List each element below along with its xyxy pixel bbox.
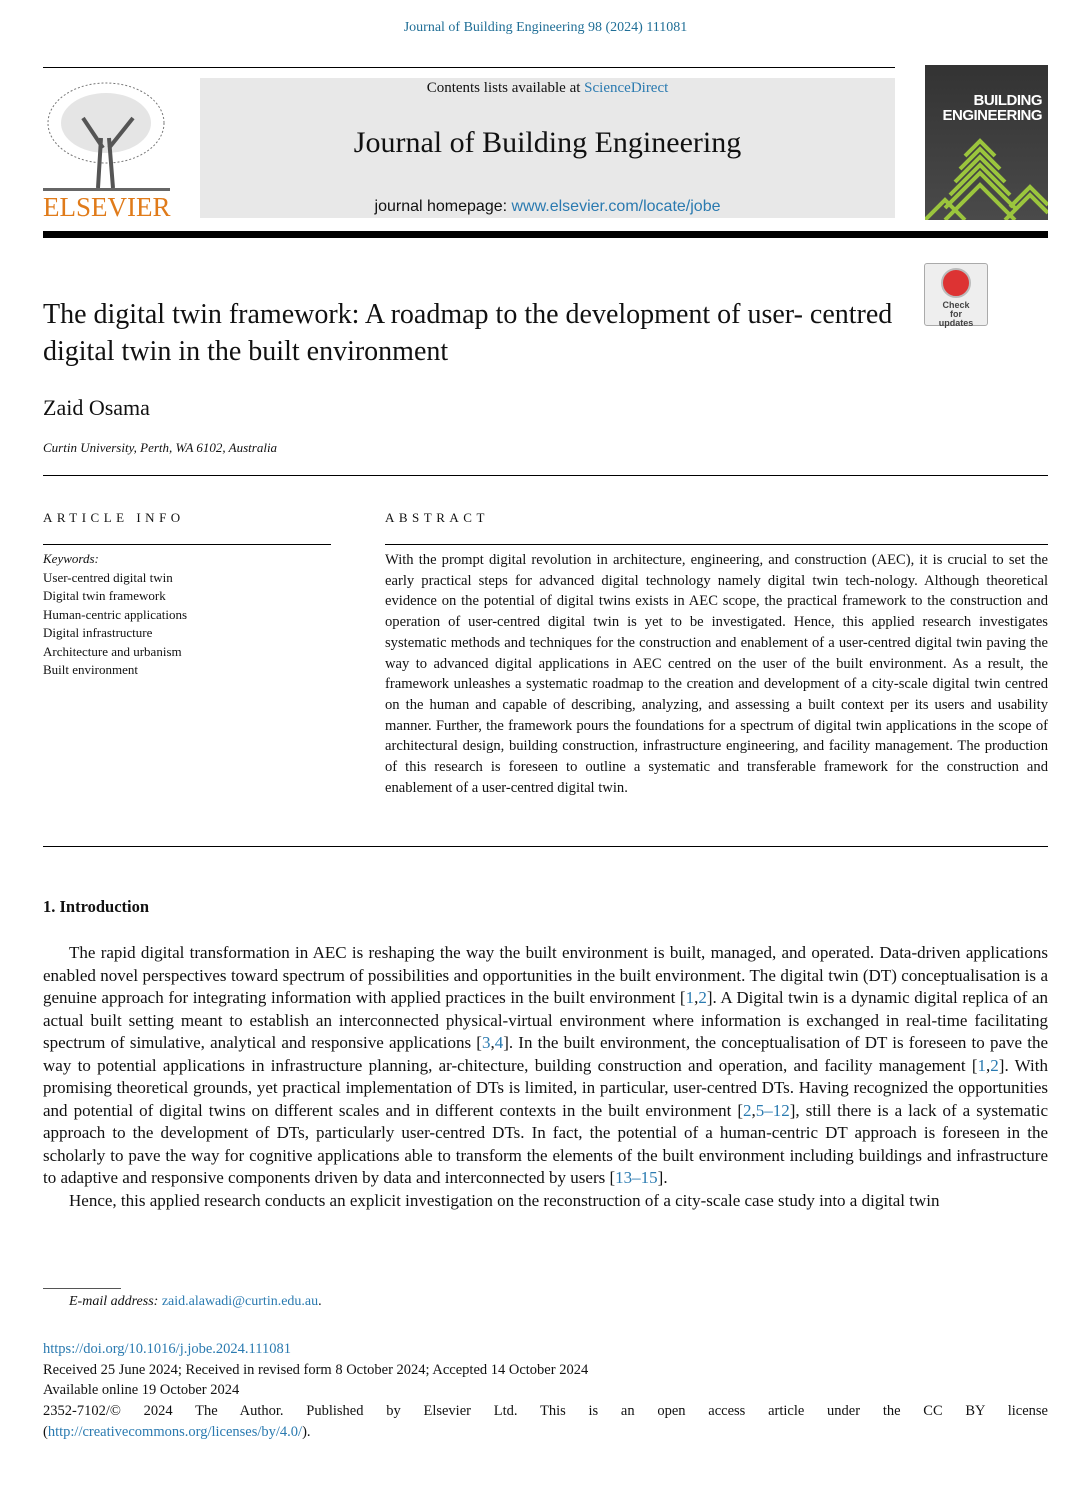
- cover-title-line: ENGINEERING: [942, 107, 1042, 124]
- section-heading: 1. Introduction: [43, 897, 150, 916]
- citation-link[interactable]: 4: [494, 1033, 504, 1052]
- cover-title: [942, 93, 1042, 123]
- intro-text: ,: [490, 1033, 495, 1052]
- article-metadata: [43, 1339, 1048, 1443]
- homepage-label: journal homepage:: [374, 198, 512, 215]
- article-info-heading: ARTICLE INFO: [43, 510, 185, 525]
- doi-link[interactable]: https://doi.org/10.1016/j.jobe.2024.111081: [43, 1341, 291, 1357]
- keyword: Human-centric applications: [43, 606, 188, 622]
- keyword: Architecture and urbanism: [43, 643, 182, 659]
- contents-label: Contents lists available at: [426, 80, 585, 96]
- masthead: [200, 78, 895, 218]
- intro-paragraph: [43, 942, 1048, 1190]
- intro-text: ]. With promising theoretical grounds, yet practical implementation of DTs is limited, in particular, user-centred DTs. Having recognized the opportunities and potential of digital twins on different scales and in different contexts in the built environment [: [43, 1055, 1048, 1120]
- keyword: User-centred digital twin: [43, 569, 173, 585]
- intro-text: ]. In the built environment, the conceptualisation of DT is foreseen to pave the way to potential applications in infrastructure planning, ar-chitecture, building construction and operation, and facility management [: [43, 1033, 1049, 1075]
- citation-link[interactable]: 2: [698, 988, 707, 1007]
- keyword: Digital twin framework: [43, 588, 166, 603]
- affiliation: Curtin University, Perth, WA 6102, Australia: [43, 440, 278, 455]
- abstract-text: With the prompt digital revolution in architecture, engineering, and construction (AEC), it is crucial to set the early practical steps for advanced digital technology namely digital twin tech-nology. Although theoretical evidence on the potential of digital twins exists in AEC scope, the practical framework to the construction and operation of user-centred digital twin is yet to be investigated. Hence, this applied research investigates systematic methods and techniques for the construction and enablement of a user-centred digital twin paving the way to advanced digital applications in AEC centred on the user of the built environment. As a result, the framework unleashes a systematic roadmap to the creation and development of a city-scale digital twin centred on the human and capable of describing, analyzing, and assessing a built context per its users and usability manner. Further, the framework pours the foundations for a spectrum of digital twin applications in the scope of architectural design, building construction, infrastructure engineering, and facility management. The production of this research is foreseen to outline a systematic and transferable framework for the construction and enablement of a user-centred digital twin.: [385, 552, 1048, 796]
- keyword: Digital infrastructure: [43, 625, 153, 640]
- email-link[interactable]: zaid.alawadi@curtin.edu.au: [161, 1294, 319, 1309]
- received-dates: Received 25 June 2024; Received in revised form 8 October 2024; Accepted 14 October 2024: [43, 1361, 589, 1378]
- contents-line: [200, 80, 895, 97]
- license-line: [43, 1422, 1048, 1443]
- copyright: 2352-7102/© 2024 The Author. Published by Elsevier Ltd. This is an open access article under the CC BY license: [43, 1403, 1048, 1420]
- keyword: Built environment: [43, 662, 138, 677]
- abstract-heading: ABSTRACT: [385, 510, 489, 525]
- citation-link[interactable]: 5–12: [755, 1100, 790, 1120]
- intro-paragraph: [43, 1190, 1048, 1213]
- email-label: E-mail address:: [69, 1294, 162, 1309]
- elsevier-logo[interactable]: [43, 78, 170, 221]
- license-link[interactable]: http://creativecommons.org/licenses/by/4.0/: [47, 1423, 303, 1440]
- citation-link[interactable]: 2: [743, 1100, 752, 1120]
- introduction-body: [43, 942, 1048, 1212]
- check-updates-label: Check for updates: [938, 300, 974, 328]
- article-title: The digital twin framework: A roadmap to the development of user- centred digital twin in the built environment: [43, 299, 893, 367]
- paren: ).: [302, 1423, 311, 1440]
- paren: (: [43, 1423, 48, 1440]
- divider: [43, 475, 1048, 476]
- citation-link[interactable]: 1: [977, 1055, 987, 1075]
- intro-text: ,: [751, 1100, 756, 1120]
- homepage-line: [200, 198, 895, 216]
- sciencedirect-link[interactable]: ScienceDirect: [584, 80, 669, 96]
- check-for-updates-button[interactable]: [924, 263, 988, 326]
- footnote-rule: [43, 1288, 121, 1289]
- cover-title-line: BUILDING: [973, 92, 1042, 109]
- citation-link[interactable]: 2: [990, 1055, 999, 1075]
- intro-text: ,: [986, 1055, 991, 1075]
- footnote: [69, 1294, 322, 1310]
- masthead-rule: [43, 231, 1048, 238]
- cover-graphic-icon: [925, 125, 1048, 220]
- citation-link[interactable]: 1: [685, 988, 695, 1007]
- divider: [43, 544, 331, 545]
- journal-cover[interactable]: [925, 65, 1048, 220]
- intro-text: The rapid digital transformation in AEC is reshaping the way the built environment is built, managed, and operated. Data-driven applications enabled novel perspectives toward spectrum of possibilities and opportunities in the built environment. The digital twin (DT) conceptualisation is a genuine approach for integrating information with applied practices in the built environment [: [43, 943, 1048, 1007]
- divider: [43, 846, 1048, 847]
- keywords-label: Keywords:: [43, 551, 99, 566]
- available-online: Available online 19 October 2024: [43, 1382, 240, 1399]
- intro-text: ,: [694, 988, 699, 1007]
- bookmark-icon: [941, 268, 971, 298]
- intro-text: ].: [657, 1168, 668, 1187]
- divider: [385, 544, 1048, 545]
- keywords-list: [43, 550, 187, 680]
- footnote-suffix: .: [318, 1294, 322, 1309]
- journal-title: Journal of Building Engineering: [353, 126, 742, 159]
- running-head[interactable]: Journal of Building Engineering 98 (2024) 111081: [403, 20, 688, 35]
- citation-link[interactable]: 13–15: [615, 1168, 658, 1187]
- intro-text: Hence, this applied research conducts an explicit investigation on the reconstruction of a city-scale case study into a digital twin: [69, 1190, 940, 1210]
- divider: [43, 67, 895, 68]
- intro-text: ]. A Digital twin is a dynamic digital replica of an actual built setting meant to establish an interconnected physical-virtual environment where information is exchanged in real-time facilitating spectrum of simulative, analytical and responsive applications [: [43, 988, 1048, 1052]
- citation-link[interactable]: 3: [481, 1033, 491, 1052]
- intro-text: ], still there is a lack of a systematic approach to the development of DTs, particularly user-centred DTs. In fact, the potential of a human-centric DT approach is foreseen in the scholarly to pave the way for cognitive applications able to transform the elements of the built environment including buildings and infrastructure to adaptive and responsive components driven by data and interconnected by users [: [43, 1100, 1049, 1187]
- author-name[interactable]: Zaid Osama: [43, 395, 150, 420]
- publisher-wordmark: ELSEVIER: [43, 192, 171, 222]
- homepage-link[interactable]: www.elsevier.com/locate/jobe: [511, 198, 721, 215]
